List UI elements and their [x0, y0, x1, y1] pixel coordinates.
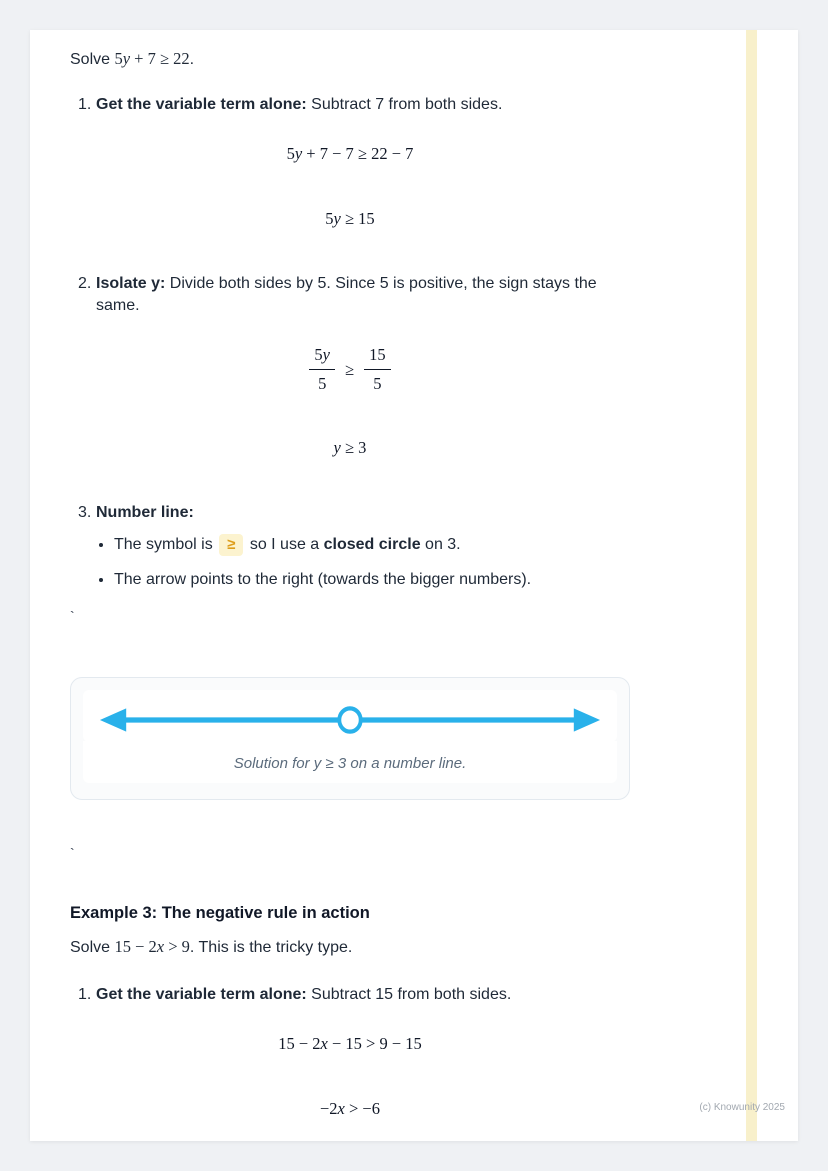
step-number: 1. — [78, 986, 92, 1003]
step-2 — [70, 273, 630, 317]
example-3-heading: Example 3: The negative rule in action — [70, 904, 370, 922]
problem-math: 5y + 7 ≥ 22 — [114, 49, 190, 68]
step-text — [96, 94, 630, 116]
equation-3 — [70, 437, 630, 460]
step-text — [96, 273, 630, 317]
fraction-right — [364, 344, 391, 395]
stray-backtick-1: ` — [70, 608, 75, 624]
equation-fraction — [70, 344, 630, 395]
number-line-bullets — [70, 534, 630, 591]
page-edge-stripe — [746, 30, 757, 1141]
content-column — [70, 48, 630, 1121]
equation-1 — [70, 143, 630, 166]
step-1 — [70, 94, 630, 116]
step-text — [96, 984, 630, 1006]
fraction-denominator: 5 — [318, 374, 327, 393]
bullet-symbol — [114, 534, 630, 556]
solution-point-circle — [339, 708, 360, 731]
inequality-chip: ≥ — [219, 534, 243, 556]
number-line-image — [83, 690, 617, 742]
left-arrowhead-icon — [100, 708, 126, 731]
stray-backtick-2: ` — [70, 845, 75, 861]
bullet-text-mid: so I use a — [245, 536, 324, 553]
problem-suffix: . — [189, 51, 195, 68]
step-number: 1. — [78, 96, 92, 113]
equation-text: 5y ≥ 15 — [325, 209, 375, 228]
example3-step-1 — [70, 984, 630, 1006]
problem-prefix: Solve — [70, 51, 115, 68]
document-page — [30, 30, 798, 1141]
bullet-arrow-direction: • The arrow points to the right (towards the bigger numbers). — [114, 569, 630, 591]
fraction-numerator: 15 — [364, 344, 391, 370]
right-arrowhead-icon — [574, 708, 600, 731]
step-rest: Subtract 15 from both sides. — [306, 986, 512, 1003]
equation-text: −2x > −6 — [319, 1099, 380, 1118]
equation-text: y ≥ 3 — [333, 438, 367, 457]
bullet-bold: closed circle — [323, 536, 421, 553]
number-line-figure — [70, 677, 630, 800]
problem-statement-1 — [70, 48, 630, 71]
step-lead: Get the variable term alone: — [96, 96, 307, 113]
step-lead: Isolate y: — [96, 275, 166, 292]
step-rest: Subtract 7 from both sides. — [306, 96, 503, 113]
step-number: 2. — [78, 275, 92, 292]
step-lead: Get the variable term alone: — [96, 986, 307, 1003]
equation-2 — [70, 208, 630, 231]
problem-suffix: . This is the tricky type. — [189, 939, 353, 956]
step-rest: Divide both sides by 5. Since 5 is positive, the sign stays the same. — [96, 275, 597, 314]
number-line-svg — [97, 702, 603, 738]
equation-text: 5y + 7 − 7 ≥ 22 − 7 — [286, 144, 414, 163]
bullet-text-post: on 3. — [420, 536, 461, 553]
fraction-left — [309, 344, 335, 395]
copyright-notice: (c) Knowunity 2025 — [699, 1102, 785, 1113]
step-lead: Number line: — [96, 504, 194, 521]
step-text — [96, 502, 630, 524]
problem-math: 15 − 2x > 9 — [114, 937, 190, 956]
bullet-text-pre: The symbol is — [114, 536, 218, 553]
equation-text: 15 − 2x − 15 > 9 − 15 — [278, 1034, 422, 1053]
step-3 — [70, 502, 630, 524]
problem-prefix: Solve — [70, 939, 115, 956]
figure-caption: Solution for y ≥ 3 on a number line. — [83, 741, 617, 783]
equation-4 — [70, 1033, 630, 1056]
fraction-numerator: 5y — [309, 344, 335, 370]
document-content — [30, 30, 630, 1121]
problem-statement-2 — [70, 936, 630, 959]
equation-5 — [70, 1098, 630, 1121]
step-number: 3. — [78, 504, 92, 521]
fraction-denominator: 5 — [373, 374, 382, 393]
inequality-operator: ≥ — [345, 359, 355, 379]
